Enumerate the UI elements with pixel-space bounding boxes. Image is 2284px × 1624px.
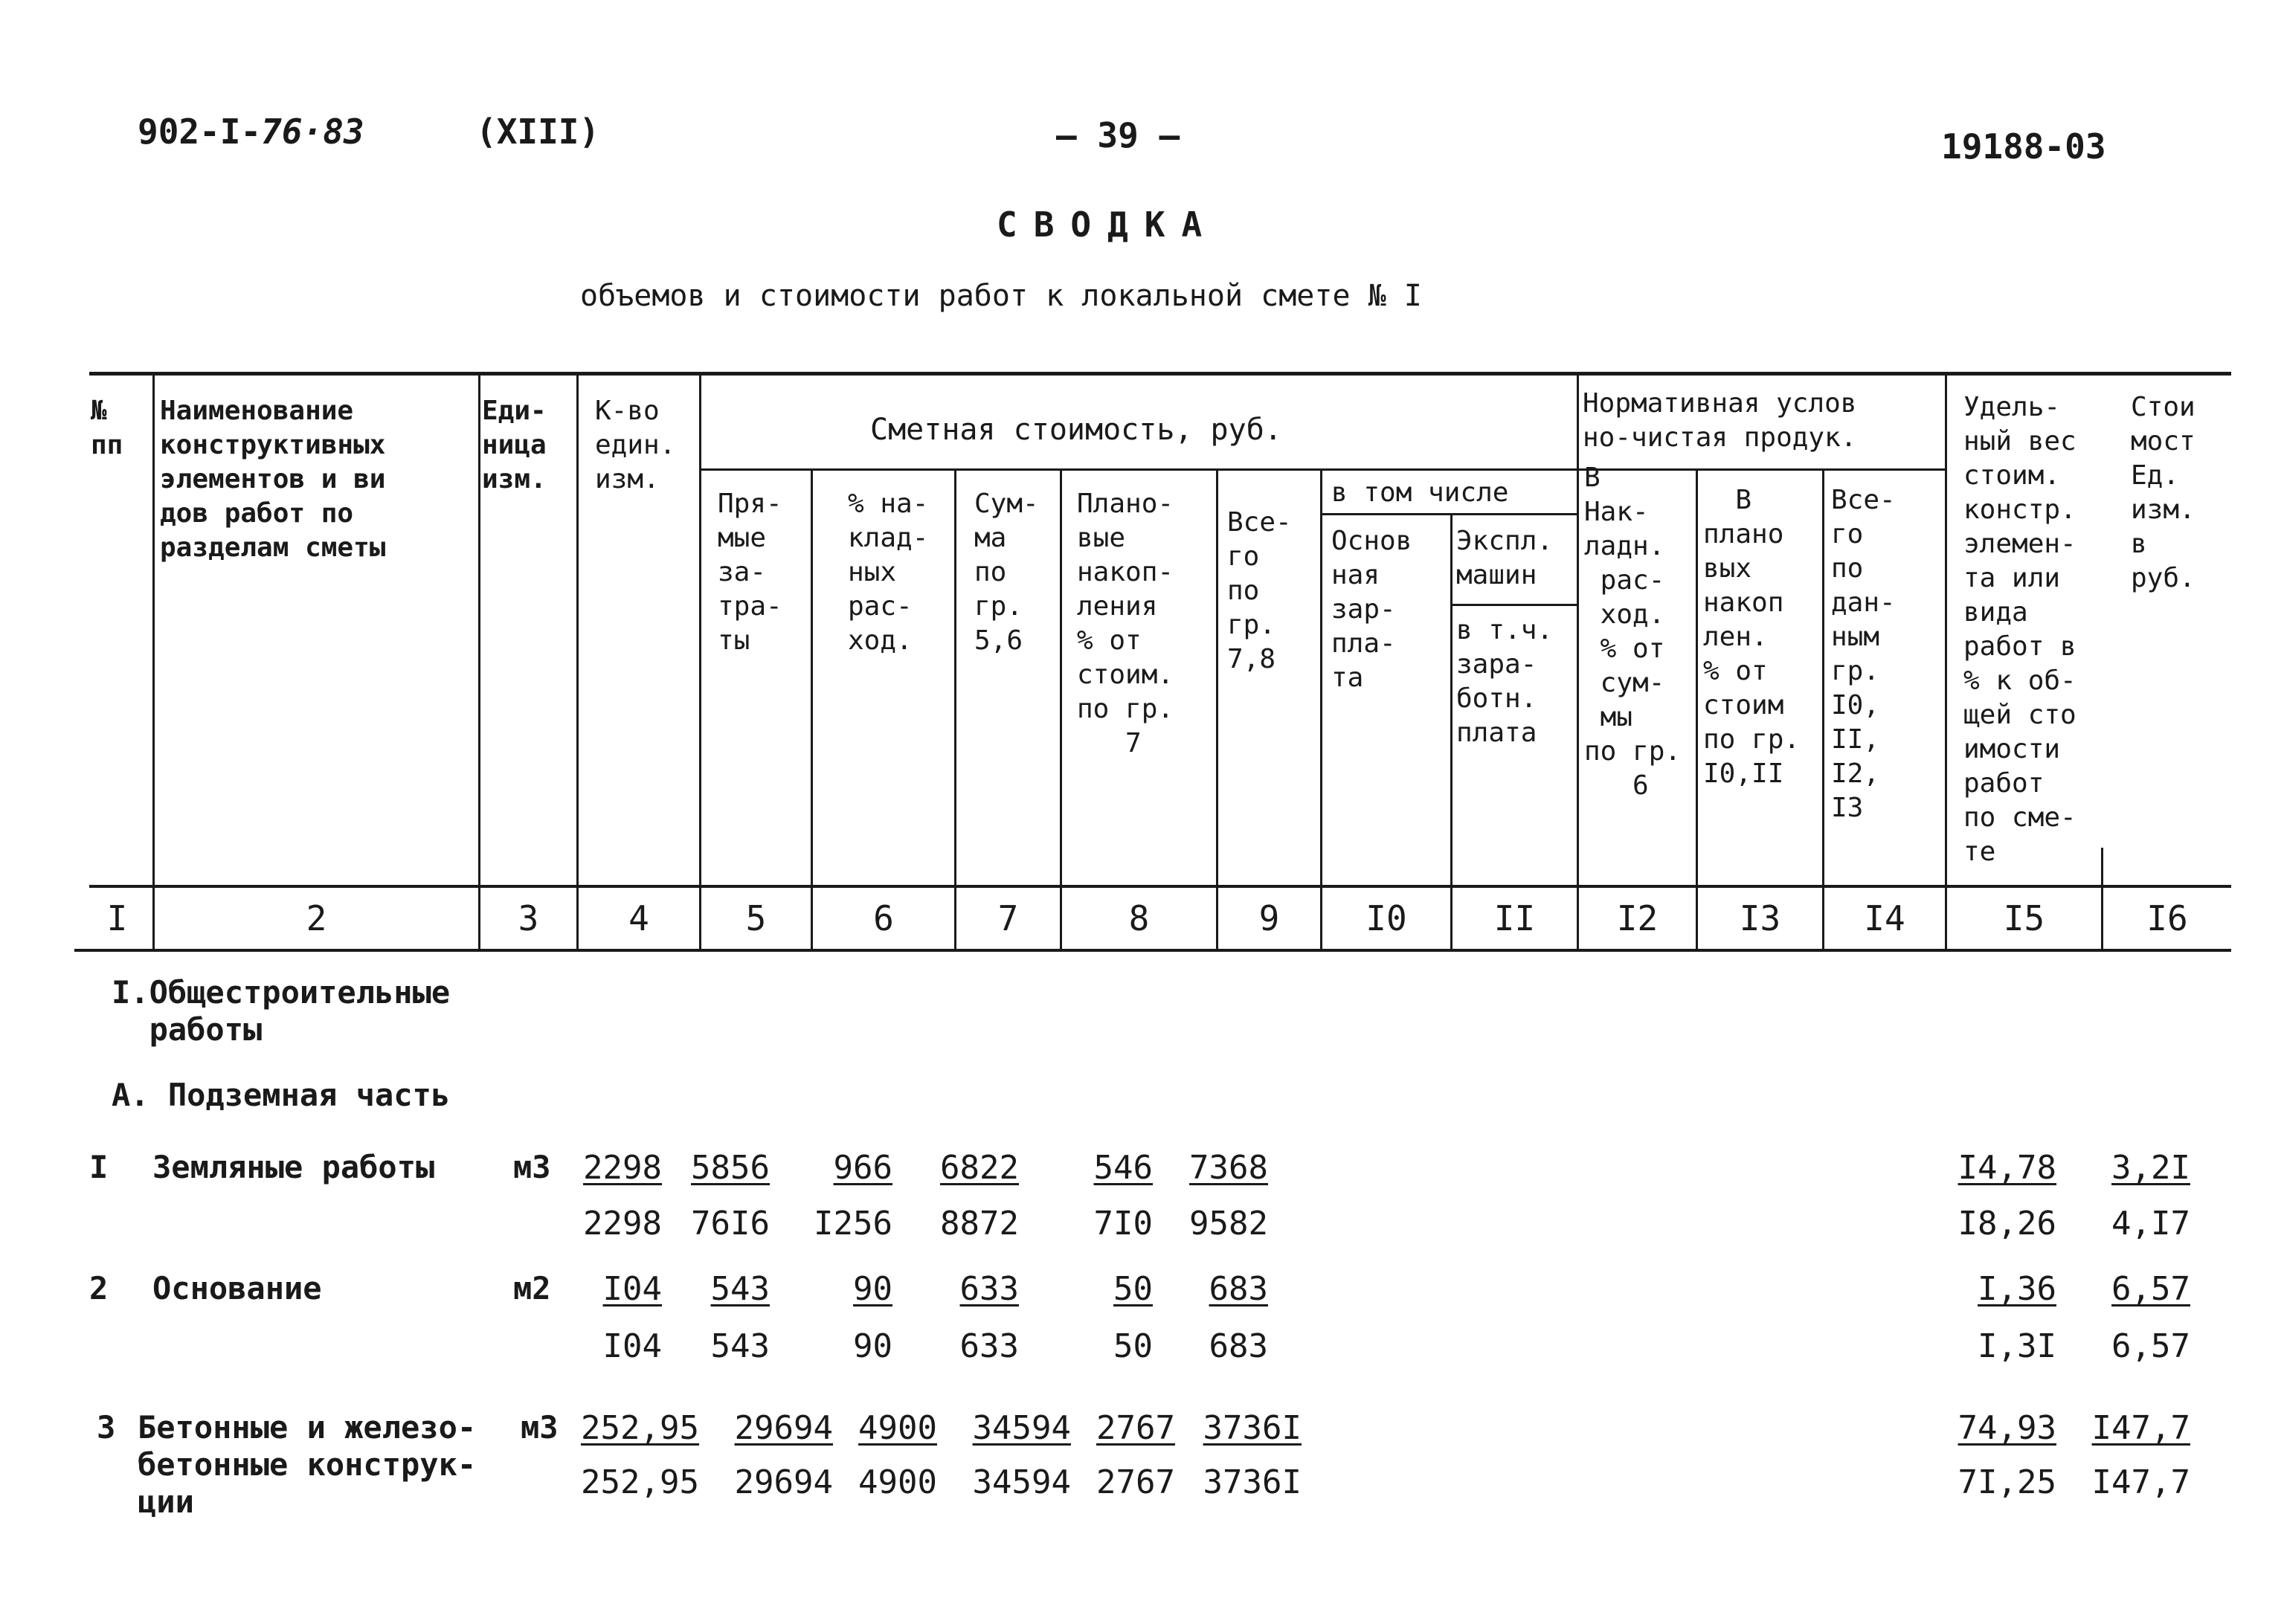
header-bottom-rule — [89, 885, 2231, 888]
col-15-header: Удель- ный вес стоим. констр. элемен- та или вида работ в % к об- щей сто имости работ по сме- те — [1963, 392, 2076, 867]
overhead: 4900 — [858, 1463, 937, 1501]
quantity: 2298 — [583, 1205, 662, 1243]
row-number: I — [89, 1149, 109, 1185]
col-8-header: Плано- вые накоп- ления % от стоим. по гр. 7 — [1077, 489, 1174, 758]
vline — [1577, 372, 1579, 952]
vline — [152, 372, 155, 952]
col-number: 9 — [1258, 898, 1280, 938]
cost-share: 7I,25 — [1958, 1463, 2056, 1501]
section-heading: I.Общестроительные работы — [112, 974, 451, 1048]
cost-share: I,36 — [1978, 1270, 2056, 1308]
direct-costs: 29694 — [734, 1409, 833, 1447]
col-2-header: Наименование конструктивных элементов и ви дов работ по разделам сметы — [160, 396, 386, 563]
sum-5-6: 633 — [959, 1270, 1019, 1308]
total-7-8: 683 — [1209, 1327, 1268, 1365]
col-number: II — [1493, 898, 1536, 938]
vline — [1320, 468, 1322, 952]
unit-cost: 6,57 — [2111, 1327, 2190, 1365]
row-name: Земляные работы — [152, 1149, 435, 1185]
row-unit: м2 — [513, 1270, 551, 1306]
col-number: I0 — [1365, 898, 1407, 938]
unit-cost: 6,57 — [2111, 1270, 2190, 1308]
total-7-8: 3736I — [1203, 1463, 1302, 1501]
col-7-header: Сум- ма по гр. 5,6 — [974, 489, 1039, 656]
sum-5-6: 633 — [959, 1327, 1019, 1365]
planned-savings: 2767 — [1096, 1463, 1175, 1501]
planned-savings: 50 — [1113, 1327, 1153, 1365]
direct-costs: 29694 — [734, 1463, 833, 1501]
col-11-machine-header: Экспл. машин — [1456, 526, 1554, 590]
col-number: 3 — [518, 898, 539, 938]
page-title: СВОДКА — [997, 204, 1219, 245]
col-number: I3 — [1739, 898, 1781, 938]
col-1-header: № пп — [91, 396, 123, 460]
total-7-8: 3736I — [1203, 1409, 1302, 1447]
col-number: 5 — [745, 898, 767, 938]
vline — [1450, 513, 1453, 952]
volume-number: (XIII) — [476, 112, 600, 152]
vline — [699, 372, 701, 952]
sum-5-6: 6822 — [940, 1149, 1019, 1187]
direct-costs: 5856 — [691, 1149, 770, 1187]
planned-savings: 50 — [1113, 1270, 1153, 1308]
unit-cost: I47,7 — [2091, 1409, 2190, 1447]
vline — [1945, 372, 1947, 952]
overhead: I256 — [814, 1205, 892, 1243]
row-unit: м3 — [513, 1149, 551, 1185]
planned-savings: 546 — [1093, 1149, 1153, 1187]
col-number: 8 — [1128, 898, 1150, 938]
quantity: 2298 — [583, 1149, 662, 1187]
vline — [1696, 468, 1698, 952]
col-12-header: В Нак- ладн. рас- ход. % от сум- мы по гр. 6 — [1584, 463, 1682, 801]
col-number: I4 — [1864, 898, 1905, 938]
col-number: 6 — [873, 898, 894, 938]
doc-code: 902-I-76·83 — [138, 112, 364, 152]
col-3-header: Еди- ница изм. — [482, 396, 547, 494]
cost-group-header: Сметная стоимость, руб. — [870, 413, 1282, 447]
unit-cost: 4,I7 — [2111, 1205, 2190, 1243]
vline — [478, 372, 480, 952]
col-number: I — [106, 898, 128, 938]
col-4-header: К-во един. изм. — [595, 396, 676, 494]
total-7-8: 683 — [1209, 1270, 1268, 1308]
col-16-header: Стои мост Ед. изм. в руб. — [2131, 392, 2195, 593]
total-7-8: 7368 — [1189, 1149, 1268, 1187]
row-name: Бетонные и железо- бетонные конструк- ции — [138, 1409, 477, 1520]
colnum-bottom-rule — [74, 949, 2231, 952]
incl-group-rule — [1320, 513, 1577, 515]
quantity: I04 — [602, 1327, 662, 1365]
planned-savings: 2767 — [1096, 1409, 1175, 1447]
col-number: I6 — [2146, 898, 2188, 938]
vline — [811, 468, 813, 952]
col-number: 7 — [997, 898, 1019, 938]
col-number: I5 — [2003, 898, 2045, 938]
col-number: 2 — [306, 898, 327, 938]
planned-savings: 7I0 — [1093, 1205, 1153, 1243]
overhead: 90 — [853, 1270, 892, 1308]
norm-group-header: Нормативная услов но-чистая продук. — [1583, 388, 1857, 453]
row-number: 3 — [97, 1409, 116, 1446]
quantity: I04 — [602, 1270, 662, 1308]
unit-cost: I47,7 — [2091, 1463, 2190, 1501]
vline — [1216, 468, 1218, 952]
vline — [1060, 468, 1062, 952]
overhead: 4900 — [858, 1409, 937, 1447]
inventory-number: 19188-03 — [1941, 126, 2106, 167]
col-13-header: В плано вых накоп лен. % от стоим по гр. I0,II — [1703, 485, 1801, 789]
direct-costs: 76I6 — [691, 1205, 770, 1243]
row-name: Основание — [152, 1270, 322, 1306]
col-6-header: % на- клад- ных рас- ход. — [848, 489, 929, 656]
overhead: 966 — [833, 1149, 892, 1187]
row-number: 2 — [89, 1270, 109, 1306]
vline — [576, 372, 579, 952]
sum-5-6: 8872 — [940, 1205, 1019, 1243]
col-number: 4 — [628, 898, 649, 938]
direct-costs: 543 — [710, 1327, 770, 1365]
col-11-header: в т.ч. зара- ботн. плата — [1456, 615, 1554, 748]
row-unit: м3 — [521, 1409, 559, 1446]
cost-share: I4,78 — [1958, 1149, 2056, 1187]
col-5-header: Пря- мые за- тра- ты — [718, 489, 782, 656]
col-14-header: Все- го по дан- ным гр. I0, II, I2, I3 — [1831, 485, 1896, 823]
page-number: – 39 – — [1056, 115, 1180, 155]
machine-rule — [1450, 604, 1577, 606]
cost-group-rule — [699, 468, 1577, 471]
overhead: 90 — [853, 1327, 892, 1365]
direct-costs: 543 — [710, 1270, 770, 1308]
cost-share: I,3I — [1978, 1327, 2056, 1365]
incl-group-header: в том числе — [1331, 477, 1509, 508]
unit-cost: 3,2I — [2111, 1149, 2190, 1187]
page-subtitle: объемов и стоимости работ к локальной смете № I — [580, 279, 1422, 313]
col-number: I2 — [1616, 898, 1659, 938]
quantity: 252,95 — [581, 1409, 699, 1447]
quantity: 252,95 — [581, 1463, 699, 1501]
cost-share: I8,26 — [1958, 1205, 2056, 1243]
subsection-heading: А. Подземная часть — [112, 1077, 451, 1113]
table-top-rule — [89, 372, 2231, 376]
vline — [1822, 468, 1824, 952]
col-9-header: Все- го по гр. 7,8 — [1227, 507, 1292, 674]
vline — [954, 468, 956, 952]
sum-5-6: 34594 — [972, 1463, 1071, 1501]
total-7-8: 9582 — [1189, 1205, 1268, 1243]
col-10-header: Основ ная зар- пла- та — [1331, 526, 1412, 693]
sum-5-6: 34594 — [972, 1409, 1071, 1447]
cost-share: 74,93 — [1958, 1409, 2056, 1447]
